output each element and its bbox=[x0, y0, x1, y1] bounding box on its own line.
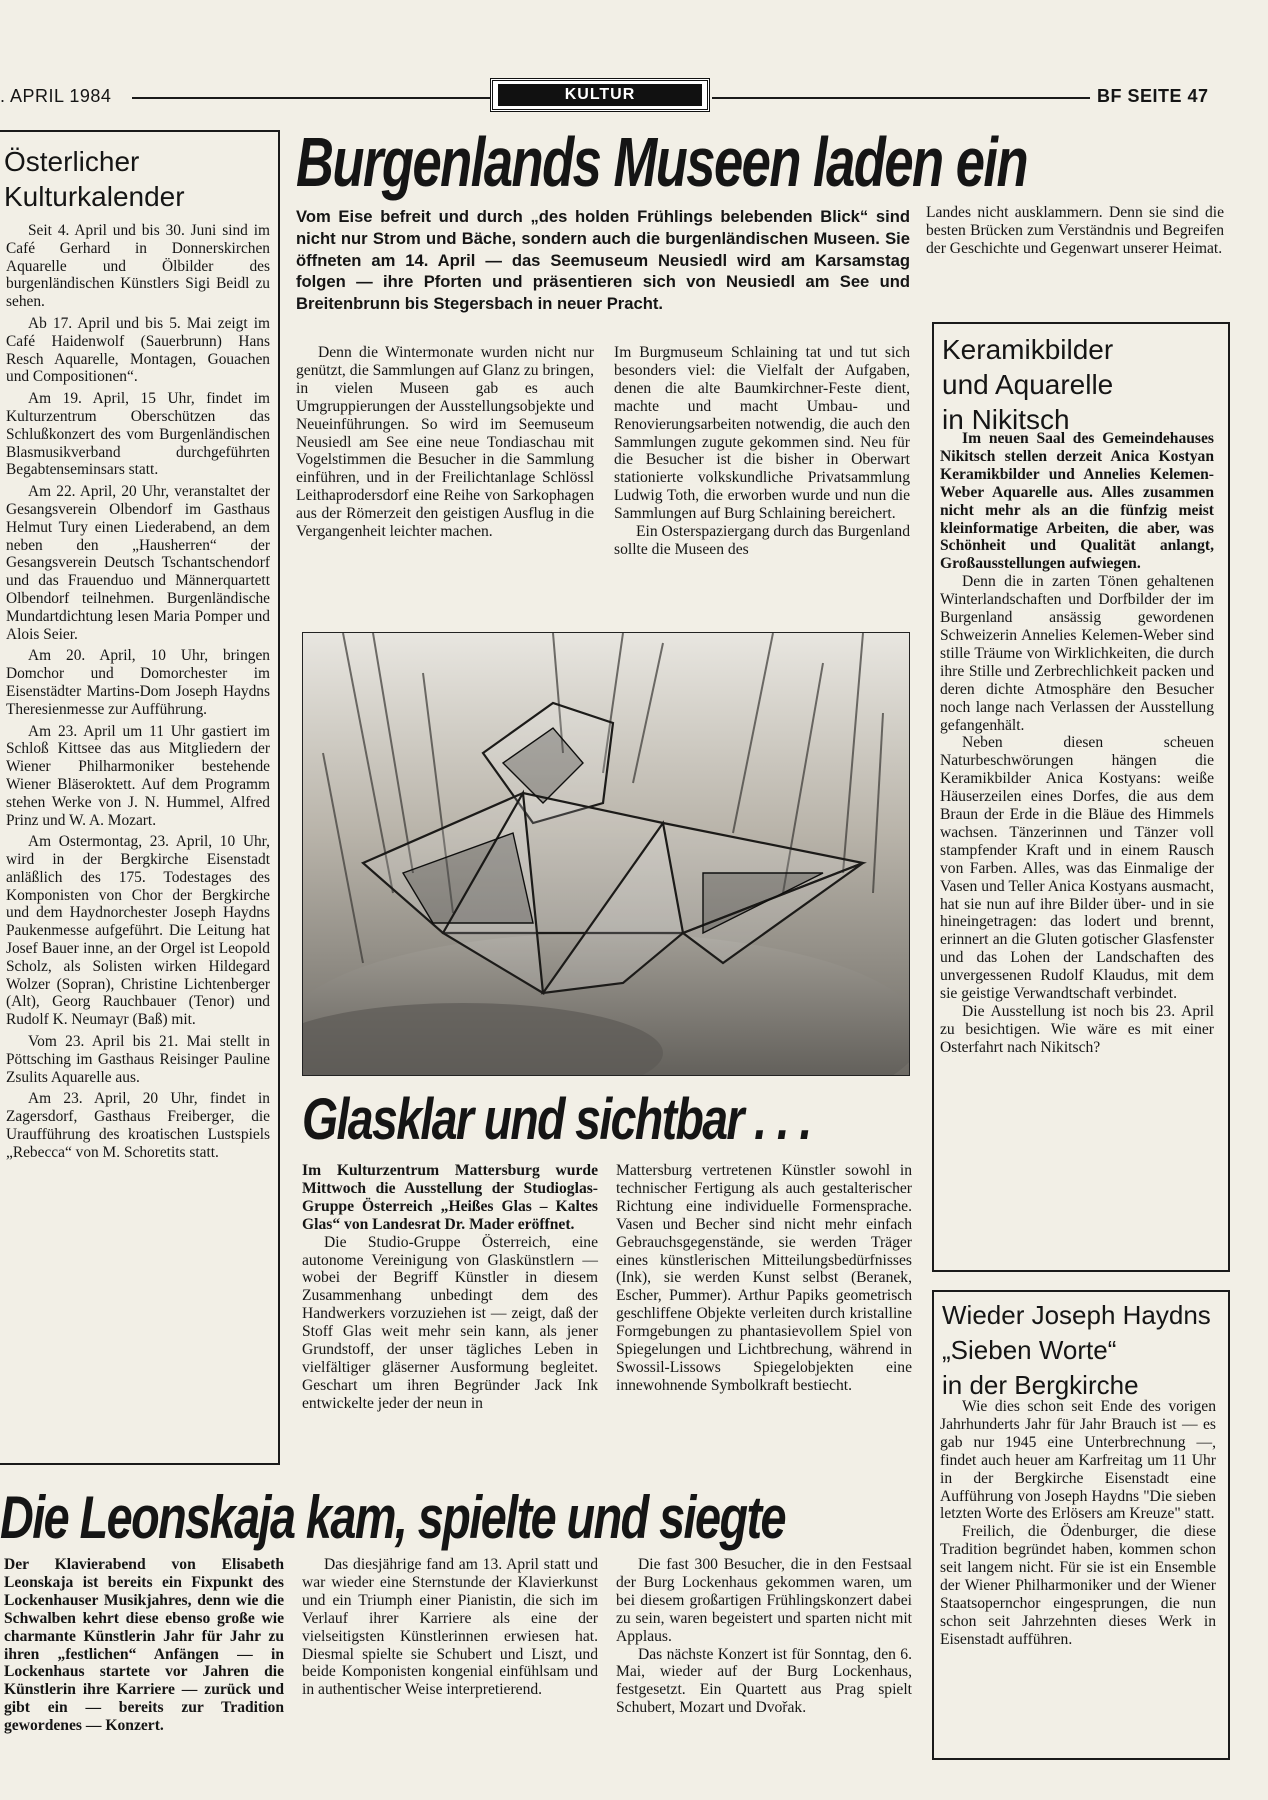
museen-col1-text: Denn die Wintermonate wurden nicht nur genützt, die Sammlungen auf Glanz zu bringen, in vielen Museen gab es auch Umgruppierungen der Ausstellungsobjekte und Neueinführungen. So wird im Seemuseum Neusiedl am See eine neue Tondiaschau mit Vogelstimmen die Besucher in die Sammlung einführen, und in der Freilichtanlage Schlössl Leithaprodersdorf eine Reihe von Sarkophagen aus der Römerzeit den geistigen Ausflug in die Vergangenheit leichter machen. bbox=[296, 344, 594, 541]
calendar-entry: Seit 4. April und bis 30. Juni sind im Café Gerhard in Donnerskirchen Aquarelle und Ölbilder des burgenländischen Künstlers Sigi Beidl zu sehen. bbox=[6, 222, 270, 311]
glasklar-lead: Im Kulturzentrum Mattersburg wurde Mittwoch die Ausstellung der Studioglas-Gruppe Österreich „Heißes Glas – Kaltes Glas“ von Landesrat Dr. Mader eröffnet. bbox=[302, 1162, 598, 1233]
keramik-title-line3: in Nikitsch bbox=[942, 404, 1070, 435]
haydn-title-line2: „Sieben Worte“ bbox=[942, 1335, 1117, 1365]
museen-col2-text: Im Burgmuseum Schlaining tat und tut sich besonders viel: die Vielfalt der Aufgaben, denen die alte Baumkirchner-Feste dient, machte und macht Umbau- und Renovierungsarbeiten notwendig, die auch den Sammlungen zugute gekommen sind. Neu für die Besucher ist die bisher in Oberwart stationierte volkskundliche Privatsammlung Ludwig Toth, die erworben wurde und nun die Sammlungen auf Burg Schlaining bereichert. bbox=[614, 344, 910, 523]
museen-col3-text: Landes nicht ausklammern. Denn sie sind die besten Brücken zum Verständnis und Begreifen der Geschichte und Gegenwart unserer Heimat. bbox=[926, 204, 1224, 257]
glasklar-col1-text: Die Studio-Gruppe Österreich, eine autonome Vereinigung von Glaskünstlern — wobei der Begriff Künstler in diesem Zusammenhang unbedingt dem des Handwerkers vorzuziehen ist — zeigt, daß der Stoff Glas weit mehr sein kann, als jener Grundstoff, der unser tägliches Leben in vielfältiger gläserner Ausformung begleitet. Geschart um ihren Begründer Jack Ink entwickelte jeder der neun in bbox=[302, 1233, 598, 1412]
museen-headline: Burgenlands Museen laden ein bbox=[296, 123, 1028, 201]
leonskaja-col3 bbox=[616, 1556, 912, 1717]
museen-lead: Vom Eise befreit und durch „des holden Frühlings belebenden Blick“ sind nicht nur Strom und Bäche, sondern auch die burgenländischen Museen. Sie öffneten am 14. April — das Seemuseum Neusiedl wird am Karsamstag folgen — ihre Pforten und präsentieren sich von Neusiedl am See und Breitenbrunn bis Stegersbach in neuer Pracht. bbox=[296, 207, 910, 314]
keramik-paragraph: Die Ausstellung ist noch bis 23. April zu besichtigen. Wie wäre es mit einer Osterfahrt nach Nikitsch? bbox=[940, 1003, 1214, 1056]
haydn-title bbox=[942, 1300, 1226, 1405]
leonskaja-lead: Der Klavierabend von Elisabeth Leonskaja ist bereits ein Fixpunkt des Lockenhauser Musikjahres, denn wie die Schwalben kehrt diese ebenso große wie charmante Künstlerin Jahr für Jahr zu ihren „festlichen“ Anfängen — in Lockenhaus startete vor Jahren die Künstlerin ihre Karriere — zurück und gibt ein — bereits zur Tradition gewordenes — Konzert. bbox=[4, 1556, 284, 1735]
header-rule-right bbox=[712, 97, 1090, 99]
page-number: BF SEITE 47 bbox=[1097, 86, 1209, 106]
glass-sculpture-photo bbox=[302, 632, 910, 1076]
museen-col2 bbox=[614, 344, 910, 559]
haydn-paragraph: Freilich, die Ödenburger, die diese Tradition begründet haben, kommen schon seit langem nicht. Für sie ist ein Ensemble der Wiener Philharmoniker und der Wiener Staatsopernchor eingesprungen, die nun schon seit Jahrzehnten dieses Werk in Eisenstadt aufführen. bbox=[940, 1523, 1216, 1648]
haydn-title-line3: in der Bergkirche bbox=[942, 1370, 1139, 1400]
leonskaja-col1 bbox=[4, 1556, 284, 1735]
section-label: KULTUR bbox=[498, 84, 702, 106]
haydn-paragraph: Wie dies schon seit Ende des vorigen Jahrhunderts Jahr für Jahr Brauch ist — es gab nur 1945 eine Unterbrechnung —, findet auch heuer am Karfreitag um 11 Uhr in der Bergkirche Eisenstadt eine Aufführung von Joseph Haydns "Die sieben letzten Worte des Erlösers am Kreuze" statt. bbox=[940, 1398, 1216, 1523]
calendar-entry: Am Ostermontag, 23. April, 10 Uhr, wird in der Bergkirche Eisenstadt anläßlich des 175. Todestages des Komponisten von Chor der Bergkirche und dem Haydnorchester Joseph Haydns Paukenmesse aufgeführt. Die Leitung hat Josef Bauer inne, an der Orgel ist Leopold Scholz, als Solisten wirken Hildegard Wolzer (Sopran), Christine Lichtenberger (Alt), Georg Rauchbauer (Tenor) und Rudolf K. Neumayr (Baß) mit. bbox=[6, 833, 270, 1029]
calendar-entry: Vom 23. April bis 21. Mai stellt in Pöttsching im Gasthaus Reisinger Pauline Zsulits Aquarelle aus. bbox=[6, 1033, 270, 1086]
calendar-entry: Am 19. April, 15 Uhr, findet im Kulturzentrum Oberschützen das Schlußkonzert des vom Burgenländischen Blasmusikverband durchgeführten Begabtenseminsars statt. bbox=[6, 390, 270, 479]
glasklar-col2-text: Mattersburg vertretenen Künstler sowohl in technischer Fertigung als auch gestalterischer Richtung eine individuelle Formensprache. Vasen und Becher sind nicht mehr einfach Gebrauchsgegenstände, sie werden Träger eines künstlerischen Mitteilungsbedürfnisses (Ink), sie werden Kunst selbst (Beranek, Escher, Pummer). Arthur Papiks geometrisch geschliffene Objekte verleiten durch kristalline Formgebungen zu phantasievollem Spiel von Spiegelungen und Lichtbrechung, während in Swossil-Lissows Spiegelobjekten eine innewohnende Symbolkraft bestiecht. bbox=[616, 1162, 912, 1394]
kulturkalender-title-line2: Kulturkalender bbox=[4, 181, 185, 212]
glasklar-headline: Glasklar und sichtbar . . . bbox=[302, 1087, 811, 1152]
section-label-box bbox=[490, 78, 710, 112]
museen-col3 bbox=[926, 204, 1224, 258]
calendar-entry: Ab 17. April und bis 5. Mai zeigt im Café Haidenwolf (Sauerbrunn) Hans Resch Aquarelle, Montagen, Gouachen und Compositionen“. bbox=[6, 314, 270, 386]
kulturkalender-title bbox=[4, 146, 274, 216]
kulturkalender-title-line1: Österlicher bbox=[4, 146, 140, 177]
keramik-title-line2: und Aquarelle bbox=[942, 369, 1114, 400]
keramik-title-line1: Keramikbilder bbox=[942, 334, 1114, 365]
calendar-entry: Am 23. April, 20 Uhr, findet in Zagersdorf, Gasthaus Freiberger, die Uraufführung des kroatischen Lustspiels „Rebecca“ von M. Schoretits statt. bbox=[6, 1090, 270, 1161]
leonskaja-headline: Die Leonskaja kam, spielte und siegte bbox=[0, 1484, 785, 1551]
glasklar-col1 bbox=[302, 1162, 598, 1413]
keramik-title bbox=[942, 334, 1222, 439]
header-rule-left bbox=[132, 97, 490, 99]
keramik-paragraph: Neben diesen scheuen Naturbeschwörungen hängen die Keramikbilder Anica Kostyans: weiße Häuserzeilen eines Dorfes, die aus dem Braun der Erde in die Bläue des Himmels wachsen. Tänzerinnen und Tänzer voll stampfender Kraft und in einem Rausch von Farben. Alles, was das Einmalige der Vasen und Teller Anica Kostyans ausmacht, hat sie nun auf ihre Bilder über- und in sie hineingetragen: das lodert und brennt, erinnert an die Gluten gotischer Glasfenster und das Lohen der Landschaften des unvergessenen Rudolf Klaudus, mit dem sie geistige Verwandtschaft verbindet. bbox=[940, 734, 1214, 1003]
calendar-entry: Am 20. April, 10 Uhr, bringen Domchor und Domorchester im Eisenstädter Martins-Dom Joseph Haydns Theresienmesse zur Aufführung. bbox=[6, 647, 270, 718]
issue-date: . APRIL 1984 bbox=[0, 86, 112, 106]
keramik-paragraph: Denn die in zarten Tönen gehaltenen Winterlandschaften und Dorfbilder der im Burgenland ansässig gewordenen Schweizerin Annelies Kelemen-Weber sind stille Träume von Wirklichkeiten, die durch ihre Stille und Zerbrechlichkeit packen und deren dichte Atmosphäre den Besucher noch lange nach Verlassen der Ausstellung gefangenhält. bbox=[940, 573, 1214, 734]
haydn-body bbox=[940, 1398, 1216, 1649]
museen-col2-text-2: Ein Osterspaziergang durch das Burgenland sollte die Museen des bbox=[614, 523, 910, 558]
calendar-entry: Am 22. April, 20 Uhr, veranstaltet der Gesangsverein Olbendorf im Gasthaus Helmut Tury einen Liederabend, an dem neben den „Hausherren“ der Gesangsverein Deutsch Tschantschendorf und das Frauenduo und Männerquartett Olbendorf teilnehmen. Burgenländische Mundartdichtung lesen Maria Pomper und Alois Seier. bbox=[6, 483, 270, 643]
calendar-entry: Am 23. April um 11 Uhr gastiert im Schloß Kittsee das aus Mitgliedern der Wiener Philharmoniker bestehende Wiener Bläseroktett. Auf dem Programm stehen Werke von J. N. Hummel, Alfred Prinz und W. A. Mozart. bbox=[6, 722, 270, 829]
leonskaja-col2 bbox=[302, 1556, 598, 1699]
kulturkalender-entries bbox=[6, 222, 270, 1162]
keramik-lead: Im neuen Saal des Gemeindehauses Nikitsch stellen derzeit Anica Kostyan Keramikbilder und Annelies Kelemen-Weber Aquarelle aus. Alles zusammen nicht mehr als an die fünfzig meist kleinformatige Arbeiten, die aber, was Schönheit und Qualität anlangt, Großausstellungen aufwiegen. bbox=[940, 430, 1214, 573]
keramik-body bbox=[940, 430, 1214, 1057]
glasklar-col2 bbox=[616, 1162, 912, 1395]
leonskaja-col3-text: Die fast 300 Besucher, die in den Festsaal der Burg Lockenhaus gekommen waren, um bei diesem großartigen Frühlingskonzert dabei zu sein, waren begeistert und sparten nicht mit Applaus. bbox=[616, 1556, 912, 1645]
leonskaja-col3-text-2: Das nächste Konzert ist für Sonntag, den 6. Mai, wieder auf der Burg Lockenhaus, festgesetzt. Ein Quartett aus Prag spielt Schubert, Mozart und Dvořak. bbox=[616, 1645, 912, 1717]
museen-col1 bbox=[296, 344, 594, 541]
haydn-title-line1: Wieder Joseph Haydns bbox=[942, 1300, 1211, 1330]
leonskaja-col2-text: Das diesjährige fand am 13. April statt und war wieder eine Sternstunde der Klavierkunst und ein Triumph einer Pianistin, die sich im Verlauf ihrer Karriere als eine der vielseitigsten Künstlerinnen erwiesen hat. Diesmal spielte sie Schubert und Liszt, und beide Komponisten kongenial einfühlsam und in authentischer Weise interpretierend. bbox=[302, 1556, 598, 1699]
glass-sculpture-illustration bbox=[303, 633, 909, 1075]
